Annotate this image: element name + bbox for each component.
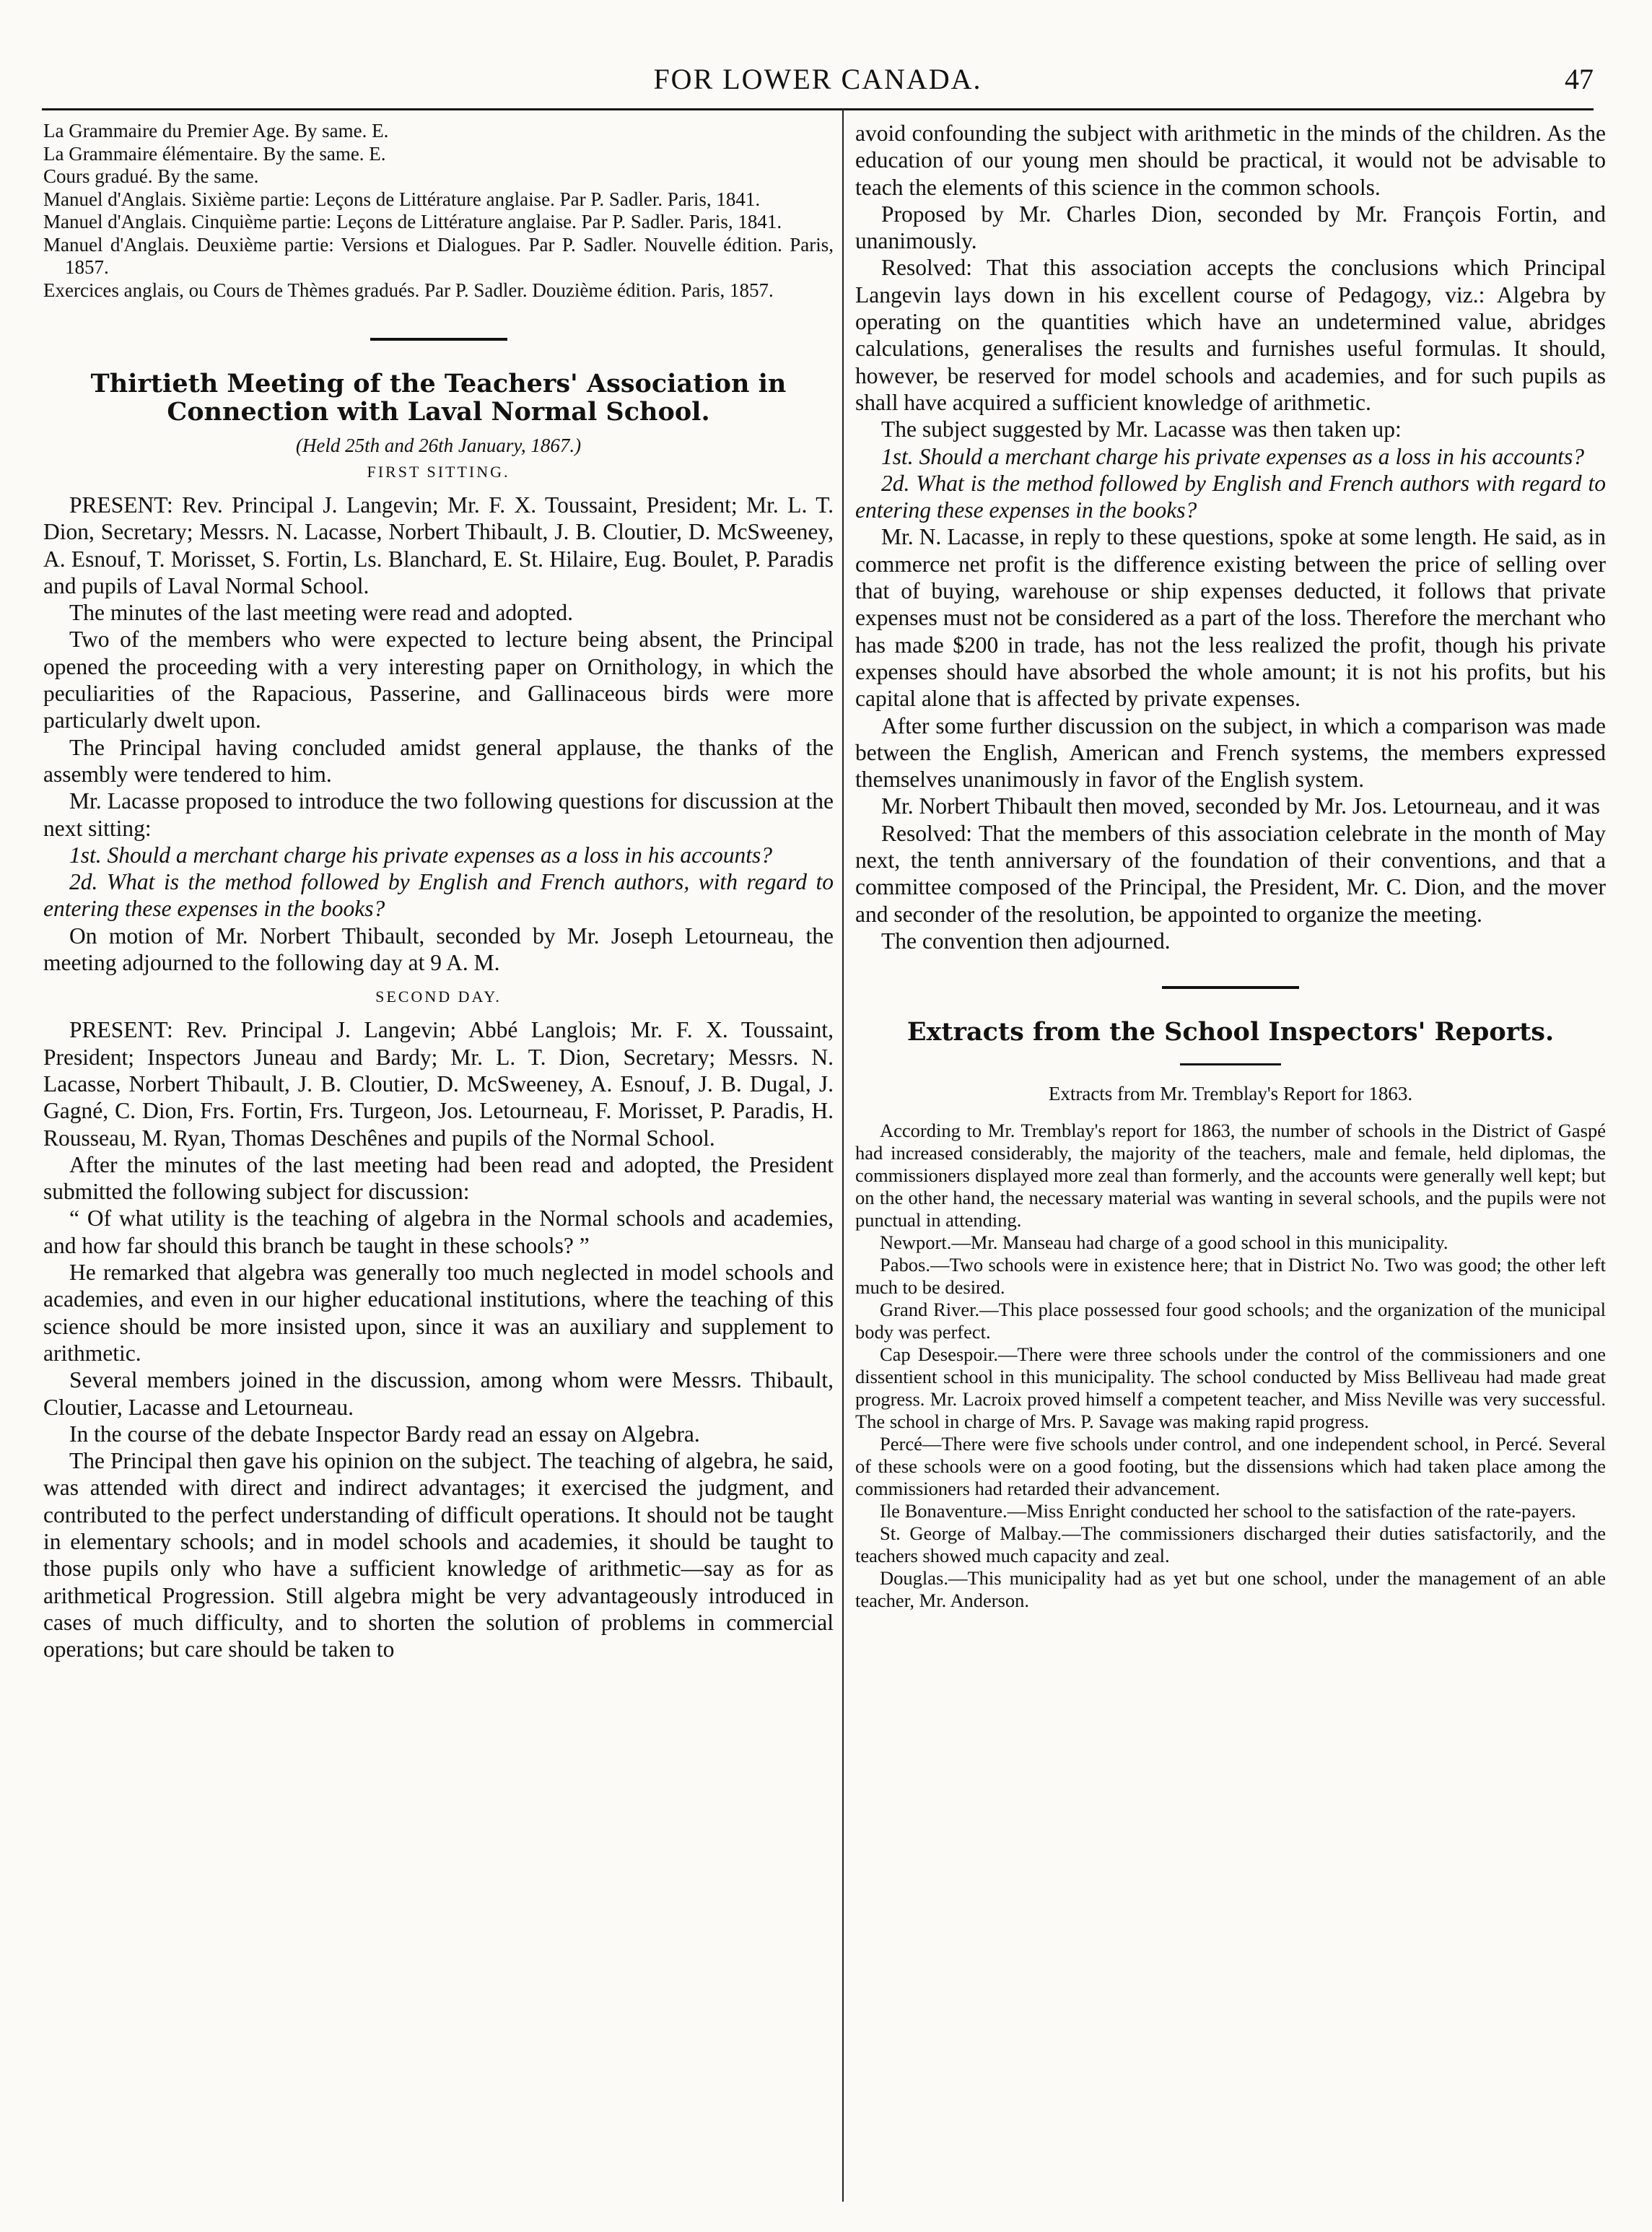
column-divider [842,108,844,2202]
paragraph: Ile Bonaventure.—Miss Enright conducted her school to the satisfaction of the rate-payers. [880,1500,1576,1522]
paragraph: Mr. N. Lacasse, in reply to these questions, spoke at some length. He said, as in commerce net profit is the difference existing between the price of selling over that of buying, warehouse or ship expenses deducted, it follows that private expenses must not be considered as a part of the loss. Therefore the merchant who has made $200 in trade, has not the less realized the profit, though his private expenses should have absorbed the whole amount; it is not his profits, but his capital alone that is affected by private expenses. [855,524,1606,712]
bibliography-entry: Exercices anglais, ou Cours de Thèmes gradués. Par P. Sadler. Douzième édition. Paris, 1857. [43,279,774,301]
paragraph: Pabos.—Two schools were in existence here; that in District No. Two was good; the other left much to be desired. [855,1254,1606,1299]
paragraph: Resolved: That this association accepts the conclusions which Principal Langevin lays down in his excellent course of Pedagogy, viz.: Algebra by operating on the quantities which have an undetermined value, abridges calculations, generalises the results and furnishes useful formulas. It should, however, be reserved for model schools and academies, and for such pupils as shall have acquired a sufficient knowledge of arithmetic. [855,255,1606,415]
extracts-heading: Extracts from the School Inspectors' Reports. [906,1017,1555,1047]
paragraph: He remarked that algebra was generally too much neglected in model schools and academies, and even in our higher educational institutions, where the teaching of this science should be more insisted upon, since it was an auxiliary and supplement to arithmetic. [43,1260,834,1366]
bibliography-entry: Manuel d'Anglais. Deuxième partie: Versions et Dialogues. Par P. Sadler. Nouvelle édition. Paris, 1857. [43,233,834,278]
first-sitting-heading: FIRST SITTING. [367,463,510,481]
paragraph: Percé—There were five schools under control, and one independent school, in Percé. Several of these schools were on a good footing, but the dissensions which had taken place among the commissioners had retarded their advancement. [855,1433,1606,1500]
question-paragraph: 2d. What is the method followed by English and French authors with regard to entering these expenses in the books? [855,470,1606,523]
paragraph: After some further discussion on the subject, in which a comparison was made between the English, American and French systems, the members expressed themselves unanimously in favor of the English system. [855,712,1606,793]
meeting-continued-text [855,120,1606,954]
page-number: 47 [1565,63,1594,95]
header-rule [42,108,1594,110]
paragraph: Newport.—Mr. Manseau had charge of a good school in this municipality. [880,1231,1448,1254]
question-paragraph: 1st. Should a merchant charge his private expenses as a loss in his accounts? [69,842,773,868]
paragraph: Douglas.—This municipality had as yet but one school, under the management of an able teacher, Mr. Anderson. [855,1567,1606,1612]
right-column [855,120,1606,1612]
paragraph: According to Mr. Tremblay's report for 1863, the number of schools in the District of Gaspé had increased considerably, the majority of the teachers, male and female, held diplomas, the commissioners displayed more zeal than formerly, and the accounts were generally well kept; but on the other hand, the necessary material was wanting in several schools, and the pupils were not punctual in attending. [855,1120,1606,1231]
paragraph: The convention then adjourned. [881,928,1171,954]
second-day-text [43,1016,834,1662]
paragraph: St. George of Malbay.—The commissioners discharged their duties satisfactorily, and the teachers showed much capacity and zeal. [855,1522,1606,1567]
paragraph: The Principal then gave his opinion on the subject. The teaching of algebra, he said, was attended with direct and indirect advantages; it exercised the judgment, and contributed to the perfect understanding of difficult operations. It should not be taught in elementary schools; and in model schools and academies, it should be taught to those pupils only who have a sufficient knowledge of arithmetic—say as for as arithmetical Progression. Still algebra might be very advantageously introduced in cases of much difficulty, and to shorten the solution of problems in commercial operations; but care should be taken to [43,1448,834,1662]
second-day-heading: SECOND DAY. [375,988,502,1006]
bibliography-entry: La Grammaire élémentaire. By the same. E. [43,142,386,165]
paragraph: Resolved: That the members of this association celebrate in the month of May next, the tenth anniversary of the foundation of their conventions, and that a committee composed of the Principal, the President, Mr. C. Dion, and the mover and seconder of the resolution, be appointed to organize the meeting. [855,820,1606,927]
paragraph: The subject suggested by Mr. Lacasse was then taken up: [881,417,1402,443]
running-head [42,62,1594,105]
bibliography-entry: Cours gradué. By the same. [43,165,259,187]
extracts-subheading: Extracts from Mr. Tremblay's Report for 1863. [1048,1083,1413,1105]
bibliography-entry: Manuel d'Anglais. Sixième partie: Leçons de Littérature anglaise. Par P. Sadler. Paris, 1841. [43,188,761,210]
first-sitting-text [43,492,834,976]
question-paragraph: 1st. Should a merchant charge his private expenses as a loss in his accounts? [881,443,1585,469]
paragraph: The minutes of the last meeting were read and adopted. [69,600,573,626]
paragraph: PRESENT: Rev. Principal J. Langevin; Abbé Langlois; Mr. F. X. Toussaint, President; Inspectors Juneau and Bardy; Mr. L. T. Dion, Secretary; Messrs. N. Lacasse, Norbert Thibault, J. B. Cloutier, D. McSweeney, A. Esnouf, J. B. Dugal, J. Gagné, C. Dion, Frs. Fortin, Frs. Turgeon, Jos. Letourneau, F. Morisset, P. Paradis, H. Rousseau, M. Ryan, Thomas Deschênes and pupils of the Normal School. [43,1017,834,1151]
paragraph: Mr. Lacasse proposed to introduce the two following questions for discussion at the next sitting: [43,788,834,841]
paragraph: Mr. Norbert Thibault then moved, seconded by Mr. Jos. Letourneau, and it was [881,793,1600,819]
paragraph: “ Of what utility is the teaching of algebra in the Normal schools and academies, and how far should this branch be taught in these schools? ” [43,1206,834,1258]
meeting-dates: (Held 25th and 26th January, 1867.) [295,435,582,456]
bibliography-entry: Manuel d'Anglais. Cinquième partie: Leçons de Littérature anglaise. Par P. Sadler. Paris, 1841. [43,211,782,232]
paragraph: In the course of the debate Inspector Bardy read an essay on Algebra. [69,1421,700,1447]
paragraph: Grand River.—This place possessed four good schools; and the organization of the municipal body was perfect. [855,1299,1606,1343]
extracts-text [855,1120,1606,1612]
left-column [43,120,834,1662]
bibliography-entry: La Grammaire du Premier Age. By same. E. [43,120,389,141]
question-paragraph: 2d. What is the method followed by English and French authors, with regard to entering these expenses in the books? [43,869,834,922]
paragraph: Proposed by Mr. Charles Dion, seconded by Mr. François Fortin, and unanimously. [855,201,1606,254]
bibliography-list [43,120,834,302]
paragraph: PRESENT: Rev. Principal J. Langevin; Mr. F. X. Toussaint, President; Mr. L. T. Dion, Secretary; Messrs. N. Lacasse, Norbert Thibault, J. B. Cloutier, D. McSweeney, A. Esnouf, T. Morisset, S. Fortin, Ls. Blanchard, E. St. Hilaire, Eug. Boulet, P. Paradis and pupils of Laval Normal School. [43,492,834,598]
paragraph: Two of the members who were expected to lecture being absent, the Principal opened the proceeding with a very interesting paper on Ornithology, in which the peculiarities of the Rapacious, Passerine, and Gallinaceous birds were more particularly dwelt upon. [43,627,834,733]
paragraph: Cap Desespoir.—There were three schools under the control of the commissioners and one dissentient school in this municipality. The school conducted by Miss Belliveau had made great progress. Mr. Lacroix proved himself a competent teacher, and Miss Neville was very successful. The school in charge of Mrs. P. Savage was making rapid progress. [855,1343,1606,1433]
paragraph: On motion of Mr. Norbert Thibault, seconded by Mr. Joseph Letourneau, the meeting adjourned to the following day at 9 A. M. [43,923,834,976]
paragraph: After the minutes of the last meeting had been read and adopted, the President submitted the following subject for discussion: [43,1151,834,1205]
meeting-heading: Thirtieth Meeting of the Teachers' Association in Connection with Laval Normal School. [90,369,787,427]
paragraph: The Principal having concluded amidst general applause, the thanks of the assembly were tendered to him. [43,734,834,787]
paragraph: avoid confounding the subject with arithmetic in the minds of the children. As the education of our young men should be practical, it would not be advisable to teach the elements of this science in the common schools. [855,121,1606,200]
running-title: FOR LOWER CANADA. [653,63,982,95]
paragraph: Several members joined in the discussion, among whom were Messrs. Thibault, Cloutier, Lacasse and Letourneau. [43,1367,834,1420]
